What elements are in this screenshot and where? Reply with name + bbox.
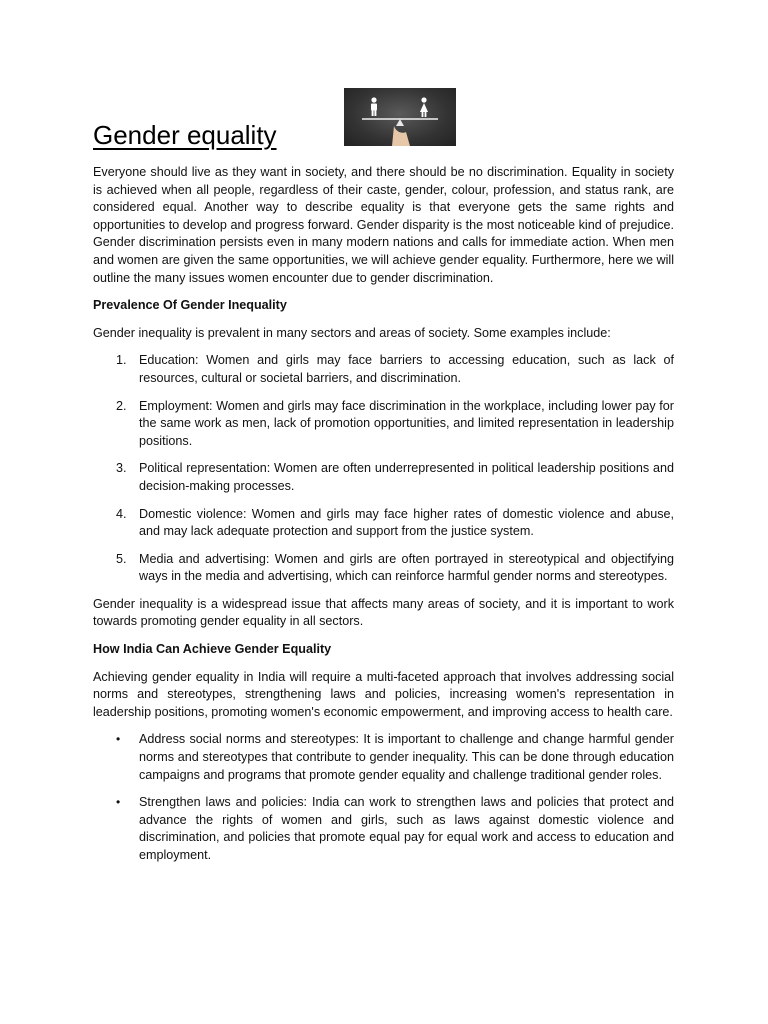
bullet-marker: • [116,732,121,747]
list-item [93,460,674,495]
list-item [93,352,674,387]
list-item-text: Education: Women and girls may face barriers to accessing education, such as lack of resources, cultural or societal barriers, and discrimination. [139,353,674,385]
list-item [93,506,674,541]
numbered-list [93,352,674,586]
list-item [93,551,674,586]
bullet-item-text: Address social norms and stereotypes: It is important to challenge and change harmful gender norms and stereotypes that contribute to gender inequality. This can be done through education campaigns and programs that promote gender equality and challenge traditional gender roles. [139,732,674,782]
section-intro-india: Achieving gender equality in India will require a multi-faceted approach that involves addressing social norms and stereotypes, strengthening laws and policies, increasing women's representation in leadership positions, promoting women's economic empowerment, and improving access to health care. [93,669,674,719]
section-heading-prevalence: Prevalence Of Gender Inequality [93,298,287,313]
list-item-text: Domestic violence: Women and girls may face higher rates of domestic violence and abuse, and may lack adequate protection and support from the justice system. [139,506,674,539]
bullet-item [93,794,674,864]
section-intro-prevalence: Gender inequality is prevalent in many sectors and areas of society. Some examples include: [93,325,611,340]
list-marker: 3. [116,461,127,476]
section-conclusion: Gender inequality is a widespread issue that affects many areas of society, and it is important to work towards promoting gender equality in all sectors. [93,596,674,629]
list-marker: 1. [116,353,127,368]
gender-balance-image [344,88,456,146]
document-page [93,0,674,875]
male-figure-icon [371,97,377,116]
section-heading-india: How India Can Achieve Gender Equality [93,642,332,657]
title-row [93,0,674,160]
bullet-item-text: Strengthen laws and policies: India can work to strengthen laws and policies that protect and advance the rights of women and girls, such as laws against domestic violence and discrimination, and policies that promote equal pay for equal work and access to education and employment. [139,795,674,862]
female-figure-icon [420,97,428,117]
bullet-list [93,731,674,864]
list-item-text: Employment: Women and girls may face discrimination in the workplace, including lower pay for the same work as men, lack of promotion opportunities, and limited representation in leadership positions. [139,398,674,448]
list-marker: 5. [116,551,127,566]
list-marker: 2. [116,398,127,413]
bullet-marker: • [116,795,121,810]
list-marker: 4. [116,506,127,521]
intro-paragraph: Everyone should live as they want in society, and there should be no discrimination. Equality in society is achieved when all people, regardless of their caste, gender, colour, profession, and status rank, are considered equal. Another way to describe equality is that everyone gets the same rights and opportunities to develop and progress forward. Gender disparity is the most noticeable kind of prejudice. Gender discrimination persists even in many modern nations and calls for immediate action. When men and women are given the same opportunities, we will achieve gender equality. Furthermore, here we will outline the many issues women encounter due to gender discrimination. [93,165,674,285]
bullet-item [93,731,674,784]
hand-balance-icon [392,119,410,146]
list-item [93,398,674,451]
list-item-text: Political representation: Women are often underrepresented in political leadership positions and decision-making processes. [139,461,674,493]
list-item-text: Media and advertising: Women and girls are often portrayed in stereotypical and objectifying ways in the media and advertising, which can reinforce harmful gender norms and stereotypes. [139,551,674,584]
page-title: Gender equality [93,120,277,150]
